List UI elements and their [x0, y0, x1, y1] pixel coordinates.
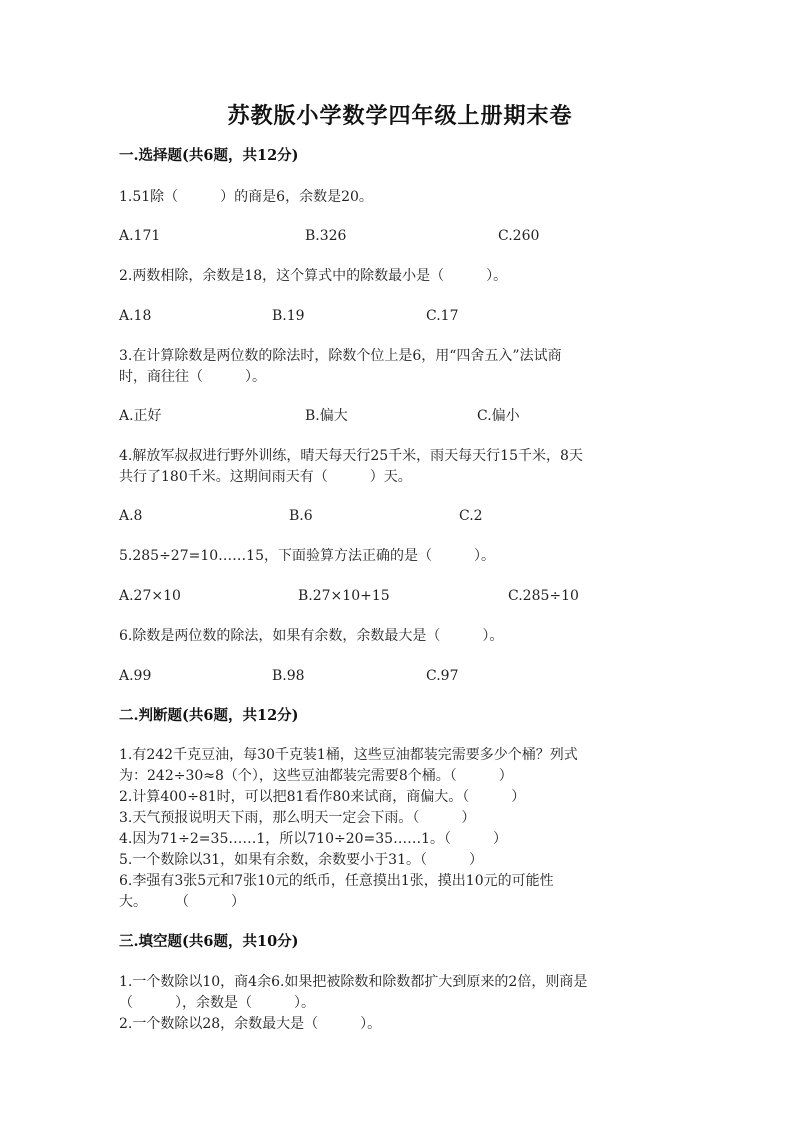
page-title: 苏教版小学数学四年级上册期末卷	[227, 103, 573, 129]
question-text: 2.两数相除，余数是18，这个算式中的除数最小是（ ）。	[119, 268, 508, 284]
question-text: 4.解放军叔叔进行野外训练，晴天每天行25千米，雨天每天行15千米，8天	[119, 448, 583, 464]
option-a: A.8	[119, 508, 143, 524]
statement-line: 5.一个数除以31，如果有余数，余数要小于31。（ ）	[119, 852, 483, 868]
option-b: B.27×10+15	[298, 588, 390, 604]
option-a: A.正好	[119, 408, 162, 424]
section-heading-fill: 三.填空题(共6题，共10分)	[119, 933, 299, 950]
option-c: C.285÷10	[508, 588, 579, 604]
statement-line: 3.天气预报说明天下雨，那么明天一定会下雨。（ ）	[119, 810, 476, 826]
option-b: B.6	[289, 508, 313, 524]
statement-line: 为：242÷30≈8（个），这些豆油都装完需要8个桶。（ ）	[119, 768, 513, 784]
option-b: B.98	[272, 668, 305, 684]
option-a: A.27×10	[119, 588, 181, 604]
statement-line: 2.计算400÷81时，可以把81看作80来试商，商偏大。（ ）	[119, 789, 526, 805]
option-b: B.偏大	[305, 408, 348, 424]
statement-line: 6.李强有3张5元和7张10元的纸币，任意摸出1张，摸出10元的可能性	[119, 873, 554, 889]
option-c: C.97	[426, 668, 459, 684]
question-text-cont: 共行了180千米。这期间雨天有（ ）天。	[119, 469, 412, 485]
option-c: C.17	[426, 308, 459, 324]
statement-line: 大。 （ ）	[119, 894, 245, 910]
question-text: 5.285÷27=10……15，下面验算方法正确的是（ ）。	[119, 548, 495, 564]
option-b: B.19	[272, 308, 305, 324]
option-c: C.260	[498, 228, 540, 244]
question-text-cont: 时，商往往（ ）。	[119, 369, 266, 385]
section-heading-judge: 二.判断题(共6题，共12分)	[119, 707, 299, 724]
question-text: 6.除数是两位数的除法，如果有余数，余数最大是（ ）。	[119, 628, 504, 644]
option-c: C.2	[459, 508, 483, 524]
section-heading-choice: 一.选择题(共6题，共12分)	[119, 147, 299, 164]
blank-question-line: （ ），余数是（ ）。	[119, 995, 315, 1011]
option-a: A.99	[119, 668, 152, 684]
blank-question-line: 2.一个数除以28，余数最大是（ ）。	[119, 1016, 382, 1032]
statement-line: 1.有242千克豆油，每30千克装1桶，这些豆油都装完需要多少个桶？列式	[119, 747, 578, 763]
question-text: 1.51除（ ）的商是6，余数是20。	[119, 189, 373, 205]
option-a: A.171	[119, 228, 161, 244]
option-b: B.326	[305, 228, 347, 244]
question-text: 3.在计算除数是两位数的除法时，除数个位上是6，用“四舍五入”法试商	[119, 348, 562, 364]
statement-line: 4.因为71÷2=35……1，所以710÷20=35……1。（ ）	[119, 831, 507, 847]
option-c: C.偏小	[477, 408, 520, 424]
blank-question-line: 1.一个数除以10，商4余6.如果把被除数和除数都扩大到原来的2倍，则商是	[119, 974, 588, 990]
option-a: A.18	[119, 308, 152, 324]
